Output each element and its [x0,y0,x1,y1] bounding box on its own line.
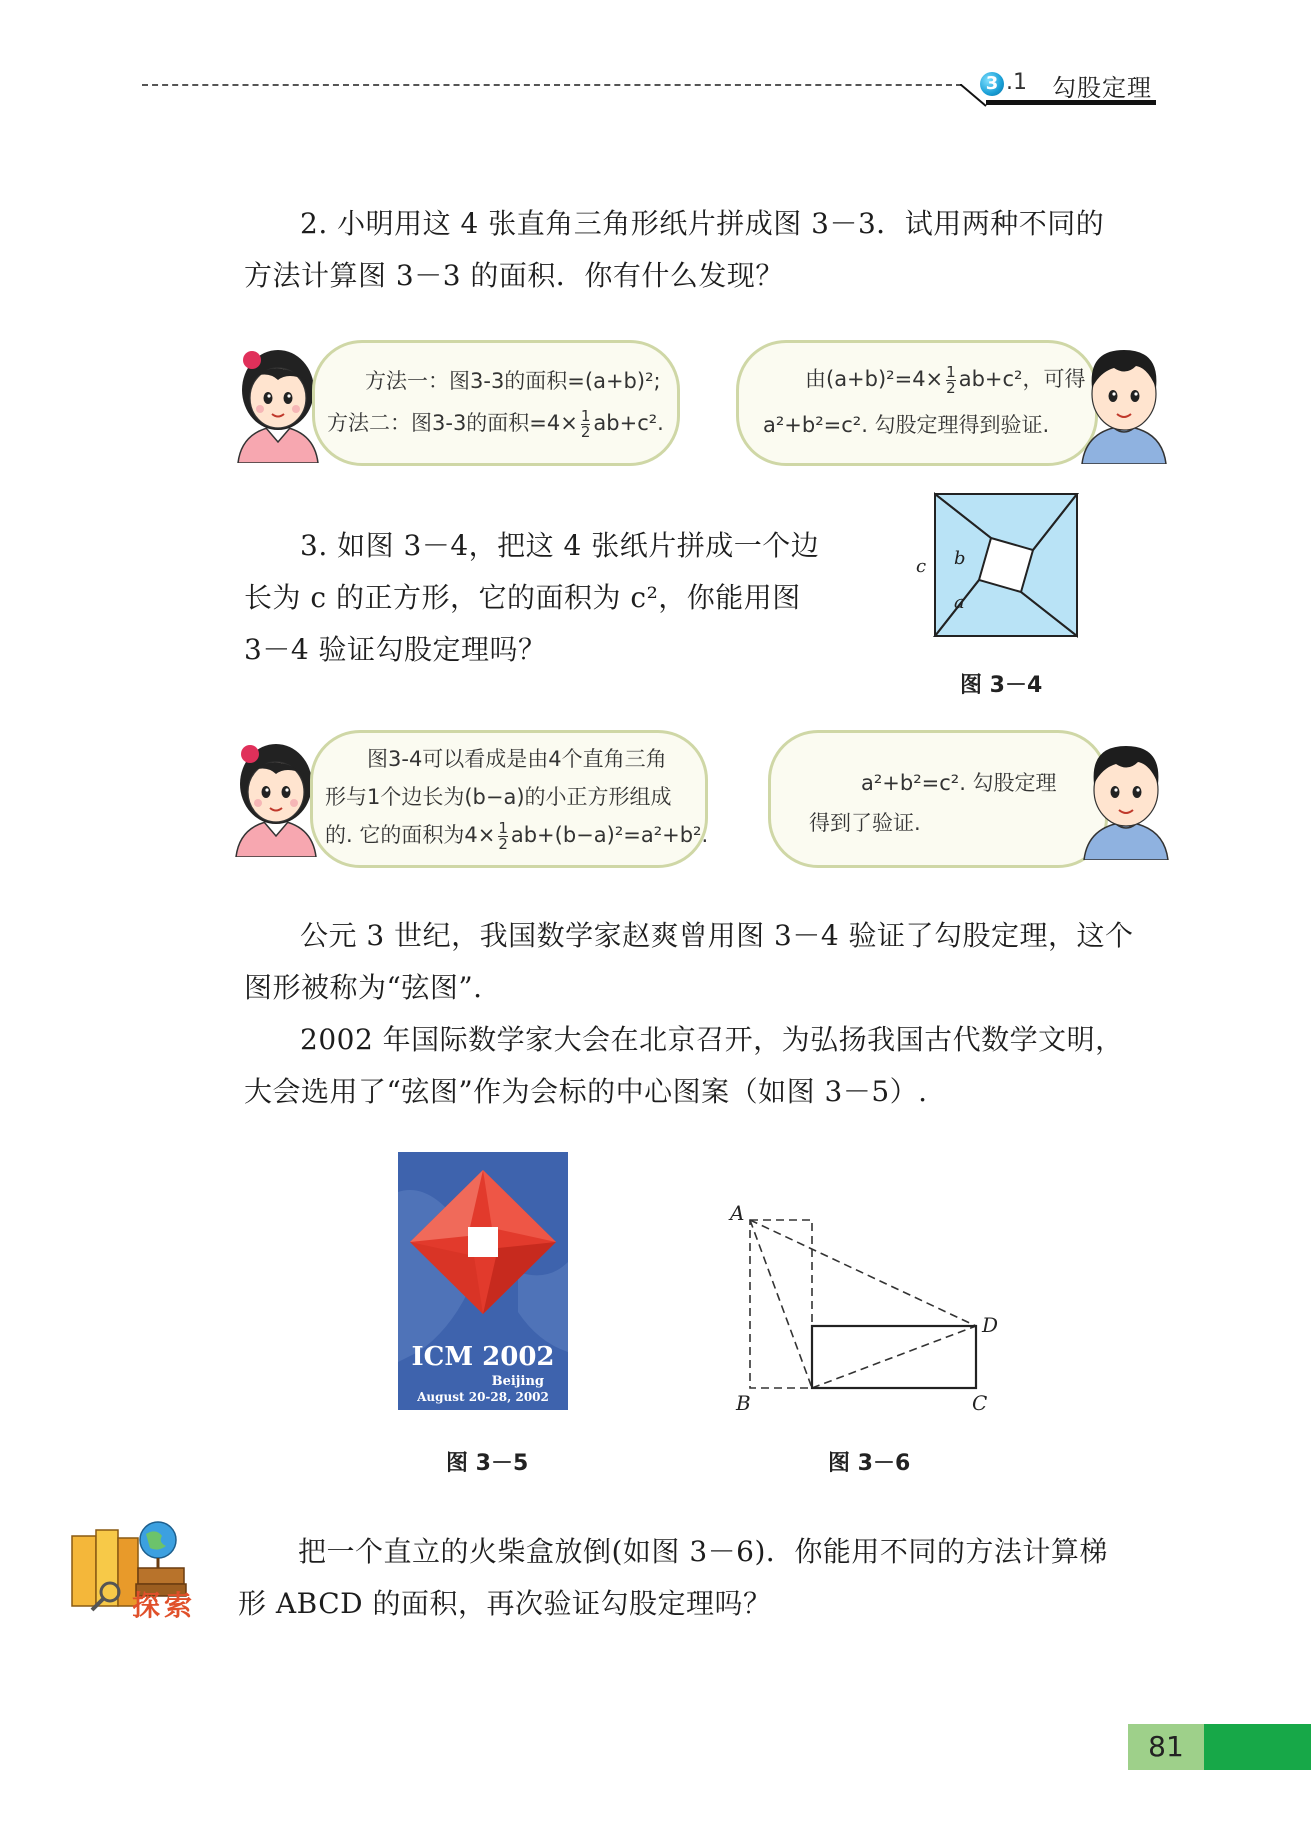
fraction-numerator: 1 [498,818,508,837]
para2-line2: 大会选用了“弦图”作为会标的中心图案（如图 3－5）. [244,1075,928,1108]
bubble2-left-line3-a: 的. 它的面积为4× [325,823,496,847]
boy-avatar [1074,336,1174,464]
q3-line3: 3－4 验证勾股定理吗？ [244,633,547,666]
speech-bubble-girl-2 [310,730,708,868]
explore-label: 探索 [132,1589,197,1622]
fraction-denominator: 2 [580,422,591,441]
speech-bubble-boy-1 [736,340,1098,466]
section-title: 勾股定理 [1052,74,1152,102]
q3-line1: 3. 如图 3－4，把这 4 张纸片拼成一个边 [300,529,820,562]
q2-line2: 方法计算图 3－3 的面积．你有什么发现？ [244,259,784,292]
figure-3-6-trapezoid [720,1196,1010,1416]
fig34-label-b: b [954,548,966,569]
fraction-half [946,362,956,397]
speech-bubble-girl-1 [312,340,680,466]
page-number-bar [1204,1724,1311,1770]
para1-line2: 图形被称为“弦图”. [244,971,483,1004]
bubble2-right-line1: a²+b²=c². 勾股定理 [861,771,1057,795]
q3-line2: 长为 c 的正方形，它的面积为 c²，你能用图 [244,581,801,614]
bubble2-left-line3-b: ab+(b−a)²=a²+b². [510,823,709,847]
fraction-numerator: 1 [946,362,956,381]
fraction-half [580,406,591,441]
bubble1-right-line1-a: 由(a+b)²=4× [805,367,944,391]
section-number-badge: 3 [980,72,1004,96]
bubble2-left-line1: 图3-4可以看成是由4个直角三角 [367,747,667,771]
poster-city: Beijing [491,1374,544,1389]
bubble2-left-line2: 形与1个边长为(b−a)的小正方形组成 [325,785,672,809]
para2-line1: 2002 年国际数学家大会在北京召开，为弘扬我国古代数学文明， [300,1023,1124,1056]
section-subnumber: .1 [1006,70,1027,95]
bubble2-right-line2: 得到了验证. [809,811,921,835]
fig35-caption: 图 3－5 [446,1451,529,1476]
fig34-label-a: a [954,592,965,613]
page-number: 81 [1128,1724,1204,1770]
bubble1-right-line2: a²+b²=c². 勾股定理得到验证. [763,413,1050,437]
speech-bubble-boy-2 [768,730,1108,868]
bubble1-left-line2-b: ab+c². [593,411,664,435]
fig34-label-c: c [916,556,927,577]
fig34-caption: 图 3－4 [960,673,1043,698]
fraction-denominator: 2 [946,378,956,397]
icm-2002-poster [398,1152,568,1410]
bubble1-left-line2-a: 方法二：图3-3的面积=4× [327,411,578,435]
fraction-denominator: 2 [498,834,508,853]
fig36-label-A: A [730,1201,745,1225]
figure-3-4-string-diagram [910,490,1090,640]
para1-line1: 公元 3 世纪，我国数学家赵爽曾用图 3－4 验证了勾股定理，这个 [300,919,1134,952]
poster-dates: August 20-28, 2002 [417,1390,549,1404]
fig36-label-C: C [972,1391,988,1415]
header-dashed-rule [142,84,962,86]
poster-title: ICM 2002 [411,1342,555,1372]
fig36-label-D: D [982,1313,999,1337]
bubble1-right-line1-b: ab+c²，可得 [958,367,1086,391]
explore-line1: 把一个直立的火柴盒放倒(如图 3－6)．你能用不同的方法计算梯 [298,1535,1108,1568]
fig36-label-B: B [736,1391,751,1415]
bubble1-left-line1: 方法一：图3-3的面积=(a+b)²; [365,369,661,393]
fraction-numerator: 1 [580,406,591,425]
q2-line1: 2. 小明用这 4 张直角三角形纸片拼成图 3－3．试用两种不同的 [300,207,1105,240]
explore-line2: 形 ABCD 的面积，再次验证勾股定理吗？ [238,1587,772,1620]
boy-avatar [1076,732,1176,860]
fraction-half [498,818,508,853]
fig36-caption: 图 3－6 [828,1451,911,1476]
